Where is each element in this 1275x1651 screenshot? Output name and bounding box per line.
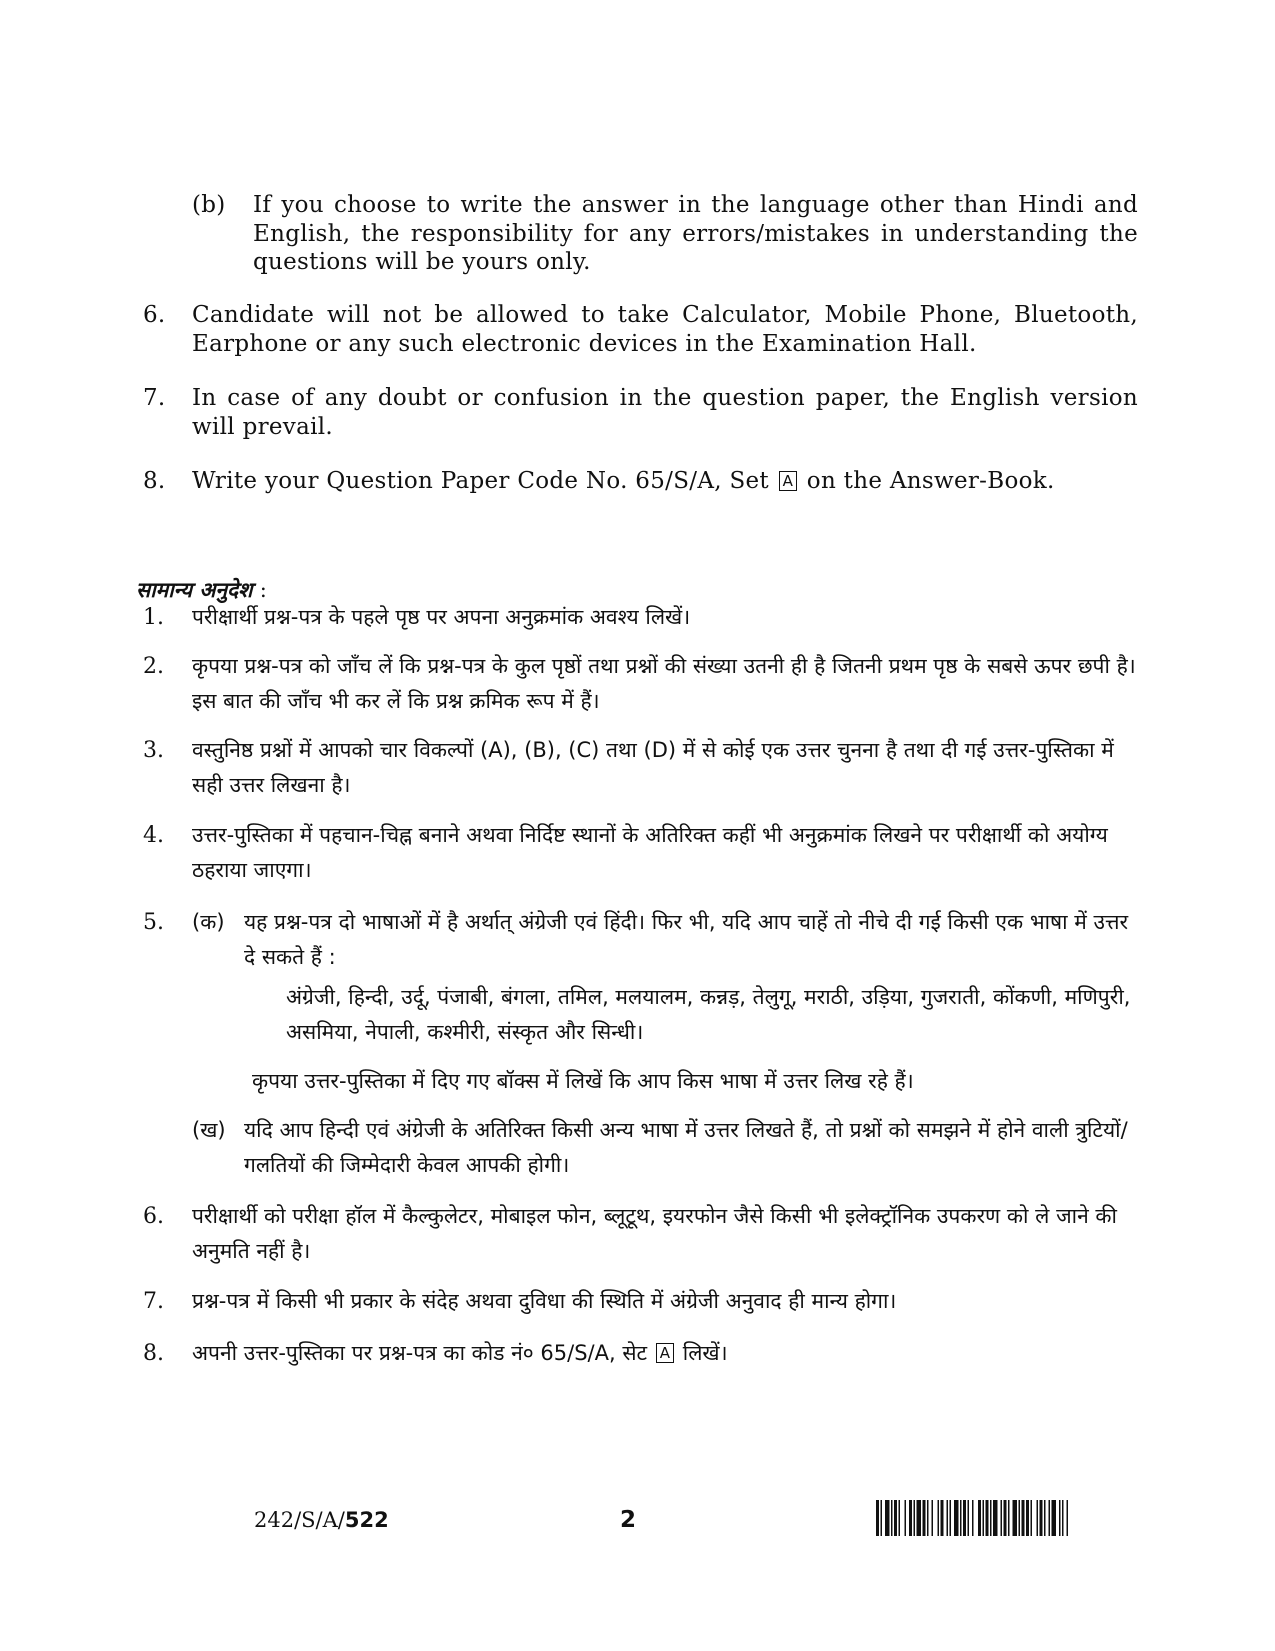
hindi-item-8 bbox=[143, 1336, 1138, 1371]
item-number: 8. bbox=[143, 1341, 164, 1366]
item-text-before: Write your Question Paper Code No. 65/S/A, Set bbox=[192, 468, 769, 494]
item-number: 7. bbox=[143, 385, 166, 411]
item-number: 1. bbox=[143, 605, 164, 630]
heading-text: सामान्य अनुदेश bbox=[136, 577, 253, 602]
item-number: 2. bbox=[143, 654, 164, 679]
sub-label: (क) bbox=[192, 910, 225, 934]
hindi-item-4 bbox=[143, 818, 1138, 888]
item-text: वस्तुनिष्ठ प्रश्नों में आपको चार विकल्पों (A), (B), (C) तथा (D) में से कोई एक उत्तर चुनना है तथा दी गई उत्तर-पुस्तिका में सही उत्तर लिखना है। bbox=[192, 738, 1114, 797]
item-text-after: on the Answer-Book. bbox=[806, 468, 1055, 494]
item-text: प्रश्न-पत्र में किसी भी प्रकार के संदेह अथवा दुविधा की स्थिति में अंग्रेजी अनुवाद ही मान्य होगा। bbox=[192, 1289, 897, 1313]
english-item-7 bbox=[143, 384, 1138, 441]
item-number: 7. bbox=[143, 1289, 164, 1314]
hindi-item-6 bbox=[143, 1199, 1138, 1269]
item-text bbox=[192, 467, 1138, 496]
set-box: A bbox=[779, 471, 798, 491]
heading-colon: : bbox=[259, 578, 267, 602]
item-number: 4. bbox=[143, 823, 164, 848]
item-text-before: अपनी उत्तर-पुस्तिका पर प्रश्न-पत्र का कोड नं० 65/S/A, सेट bbox=[192, 1341, 648, 1365]
item-label: (b) bbox=[192, 192, 226, 218]
set-box: A bbox=[656, 1343, 674, 1363]
hindi-item-5-sub-b bbox=[192, 1113, 1138, 1183]
sub-text: यदि आप हिन्दी एवं अंग्रेजी के अतिरिक्त किसी अन्य भाषा में उत्तर लिखते हैं, तो प्रश्नों को समझने में होने वाली त्रुटियों/गलतियों की जिम्मेदारी केवल आपकी होगी। bbox=[244, 1118, 1128, 1177]
item-text bbox=[192, 1336, 1138, 1371]
paper-code bbox=[254, 1508, 389, 1532]
item-number: 3. bbox=[143, 738, 164, 763]
item-number: 8. bbox=[143, 468, 166, 494]
item-text: उत्तर-पुस्तिका में पहचान-चिह्न बनाने अथवा निर्दिष्ट स्थानों के अतिरिक्त कहीं भी अनुक्रमांक लिखने पर परीक्षार्थी को अयोग्य ठहराया जाएगा। bbox=[192, 823, 1108, 882]
item-text: परीक्षार्थी प्रश्न-पत्र के पहले पृष्ठ पर अपना अनुक्रमांक अवश्य लिखें। bbox=[192, 605, 691, 629]
hindi-item-2 bbox=[143, 649, 1138, 719]
item-text: परीक्षार्थी को परीक्षा हॉल में कैल्कुलेटर, मोबाइल फोन, ब्लूटूथ, इयरफोन जैसे किसी भी इलेक्ट्रॉनिक उपकरण को ले जाने की अनुमति नहीं है। bbox=[192, 1204, 1117, 1263]
language-list: अंग्रेजी, हिन्दी, उर्दू, पंजाबी, बंगला, तमिल, मलयालम, कन्नड़, तेलुगू, मराठी, उड़िया, गुजराती, कोंकणी, मणिपुरी, असमिया, नेपाली, कश्मीरी, संस्कृत और सिन्धी। bbox=[286, 985, 1131, 1044]
barcode-icon bbox=[876, 1500, 1136, 1536]
sub-label: (ख) bbox=[192, 1118, 226, 1142]
english-item-5b bbox=[192, 191, 1138, 277]
language-box-note: कृपया उत्तर-पुस्तिका में दिए गए बॉक्स में लिखें कि आप किस भाषा में उत्तर लिख रहे हैं। bbox=[252, 1069, 914, 1093]
item-text: कृपया प्रश्न-पत्र को जाँच लें कि प्रश्न-पत्र के कुल पृष्ठों तथा प्रश्नों की संख्या उतनी ही है जितनी प्रथम पृष्ठ के सबसे ऊपर छपी है। इस बात की जाँच भी कर लें कि प्रश्न क्रमिक रूप में हैं। bbox=[192, 654, 1136, 713]
paper-code-prefix: 242/S/A/ bbox=[254, 1508, 345, 1532]
item-text: If you choose to write the answer in the language other than Hindi and English, the responsibility for any errors/mistakes in understanding the questions will be yours only. bbox=[253, 192, 1138, 275]
item-number: 6. bbox=[143, 302, 166, 328]
paper-code-number: 522 bbox=[344, 1508, 389, 1532]
item-number: 6. bbox=[143, 1204, 164, 1229]
english-item-6 bbox=[143, 301, 1138, 358]
item-text: In case of any doubt or confusion in the question paper, the English version will prevail. bbox=[192, 385, 1138, 440]
page-number: 2 bbox=[620, 1507, 637, 1533]
hindi-item-3 bbox=[143, 733, 1138, 803]
item-number: 5. bbox=[143, 910, 164, 935]
item-text-after: लिखें। bbox=[682, 1341, 728, 1365]
hindi-item-7 bbox=[143, 1284, 1138, 1319]
hindi-item-1 bbox=[143, 600, 1138, 635]
sub-text: यह प्रश्न-पत्र दो भाषाओं में है अर्थात् अंग्रेजी एवं हिंदी। फिर भी, यदि आप चाहें तो नीचे दी गई किसी एक भाषा में उत्तर दे सकते हैं : bbox=[244, 910, 1129, 969]
hindi-item-5-sub-a bbox=[192, 905, 1138, 975]
english-item-8 bbox=[143, 467, 1138, 496]
item-text: Candidate will not be allowed to take Calculator, Mobile Phone, Bluetooth, Earphone or any such electronic devices in the Examination Hall. bbox=[192, 302, 1138, 357]
